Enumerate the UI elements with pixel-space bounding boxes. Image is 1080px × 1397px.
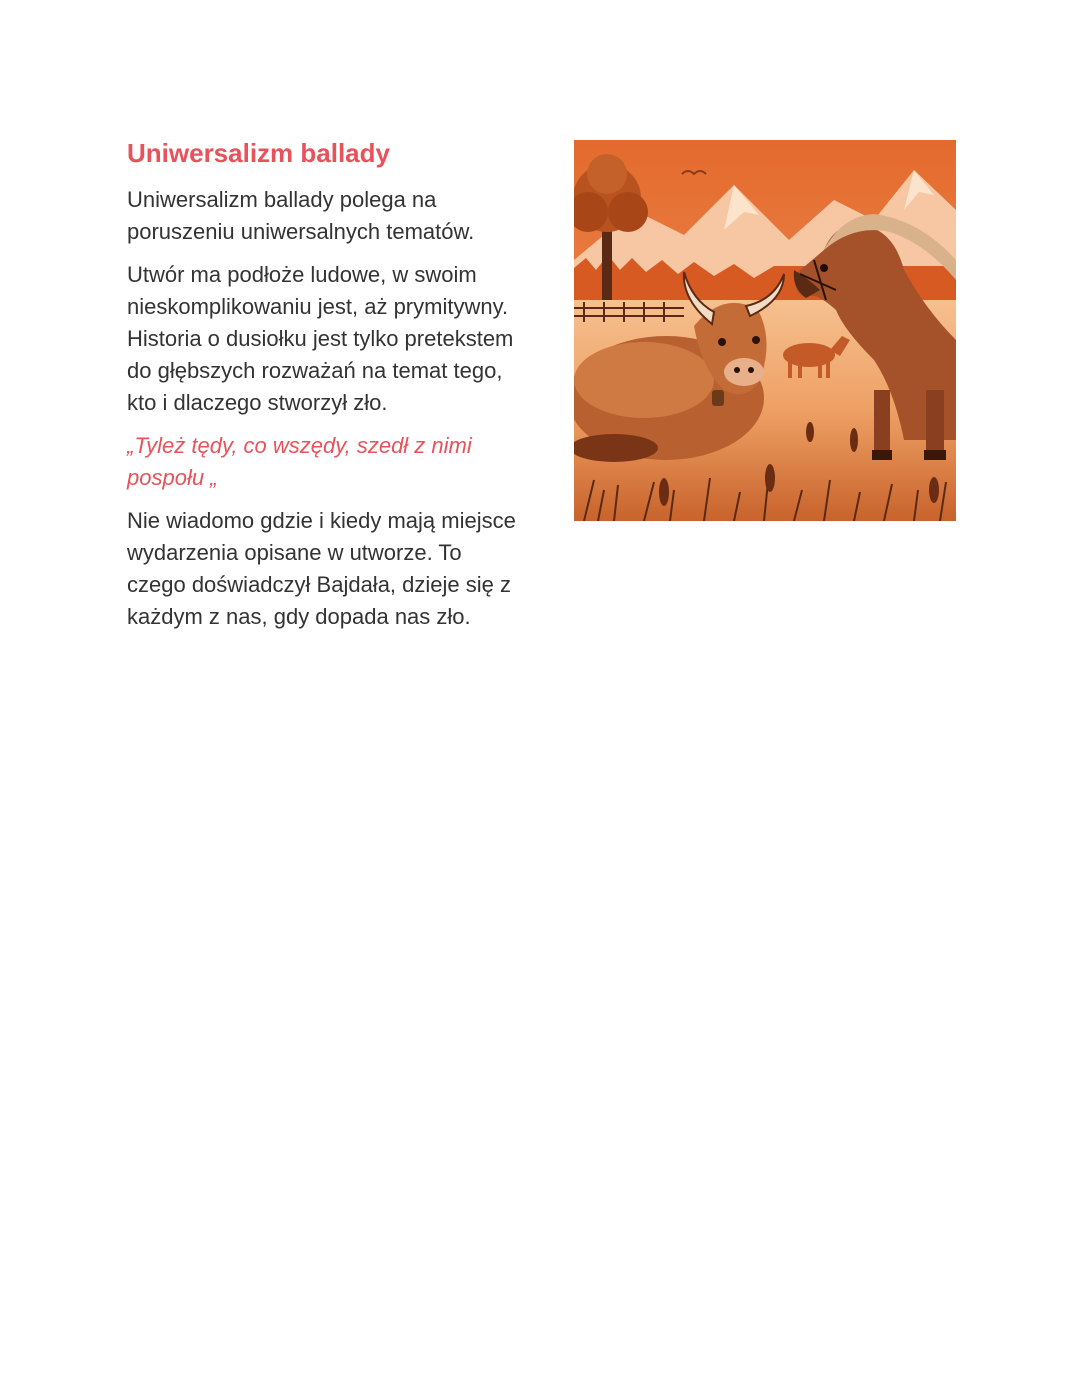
paragraph-intro: Uniwersalizm ballady polega na poruszeniu uniwersalnych tematów. [127,187,475,244]
illustration-cow-and-horses [574,140,956,521]
paragraph-folk-origin: Utwór ma podłoże ludowe, w swoim nieskomplikowaniu jest, aż prymitywny. Historia o dusiołku jest tylko pretekstem do głębszych rozważań na temat tego, kto i dlaczego stworzył zło. [127,262,514,415]
paragraph-closing: Nie wiadomo gdzie i kiedy mają miejsce wydarzenia opisane w utworze. To czego doświadczył Bajdała, dzieje się z każdym z nas, gdy dopada nas zło. [127,508,516,629]
quote: „Tyleż tędy, co wszędy, szedł z nimi pospołu „ [127,433,472,490]
text-column [127,136,517,644]
section-heading: Uniwersalizm ballady [127,138,390,168]
